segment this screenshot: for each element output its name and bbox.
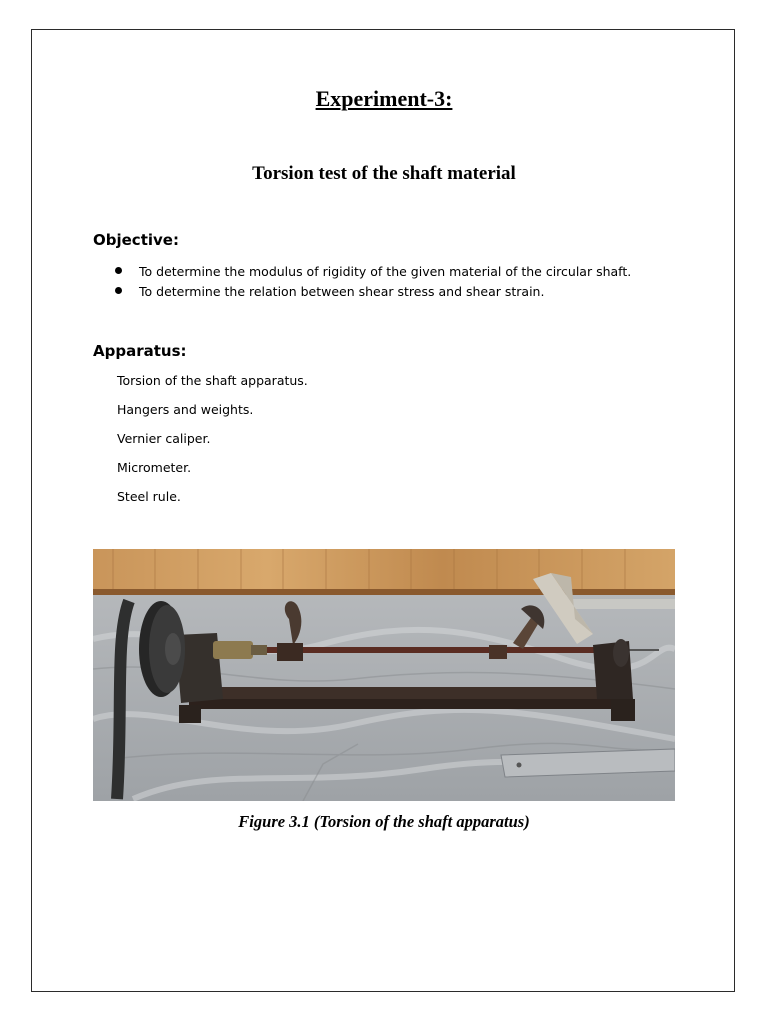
list-item: Hangers and weights. [117, 402, 254, 417]
list-item [113, 263, 631, 283]
objective-text: To determine the relation between shear stress and shear strain. [139, 284, 545, 299]
apparatus-photo [93, 549, 675, 801]
apparatus-heading: Apparatus: [93, 342, 187, 360]
list-item: Steel rule. [117, 489, 181, 504]
apparatus-list [117, 372, 308, 517]
list-item: Micrometer. [117, 460, 192, 475]
objective-list [113, 263, 631, 303]
objective-text: To determine the modulus of rigidity of the given material of the circular shaft. [139, 264, 632, 279]
figure-caption: Figure 3.1 (Torsion of the shaft apparatus) [238, 812, 530, 831]
bullet-icon [115, 287, 122, 294]
list-item: Vernier caliper. [117, 431, 211, 446]
list-item: Torsion of the shaft apparatus. [117, 373, 308, 388]
list-item [113, 283, 631, 303]
objective-heading: Objective: [93, 231, 179, 249]
bullet-icon [115, 267, 122, 274]
document-subtitle: Torsion test of the shaft material [252, 163, 516, 184]
document-title: Experiment-3: [315, 86, 453, 111]
